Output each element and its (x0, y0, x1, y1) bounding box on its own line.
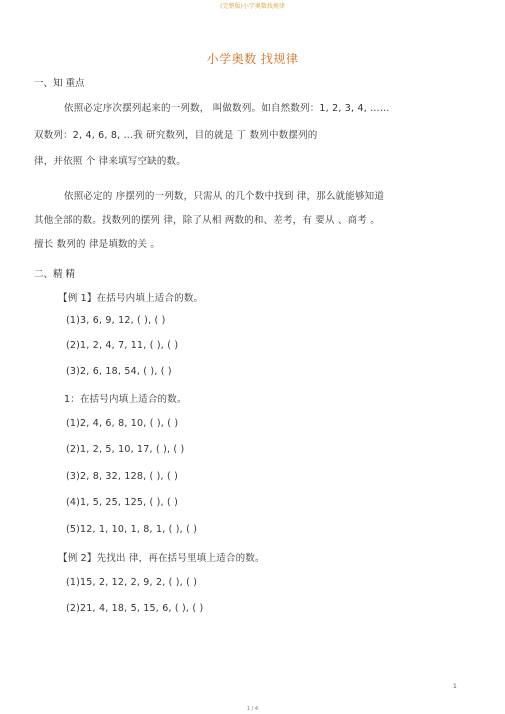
paragraph-line: 双数列：2, 4, 6, 8, …我 研究数列，目的就是 丁 数列中数摆列的 (34, 130, 318, 141)
exercise-line: (5)12, 1, 10, 1, 8, 1, ( ), ( ) (66, 524, 198, 535)
section-heading-practice: 二、精 精 (34, 269, 76, 280)
exercise-line: (2)21, 4, 18, 5, 15, 6, ( ), ( ) (66, 603, 204, 614)
exercise-line: (2)1, 2, 5, 10, 17, ( ), ( ) (66, 444, 185, 455)
paragraph-line: 其他全部的数。找数列的摆列 律，除了从相 两数的和、差考，有 要从 、商考 。 (34, 215, 380, 226)
exercise-line: (1)3, 6, 9, 12, ( ), ( ) (66, 315, 166, 326)
paragraph-line: 依照必定序次摆列起来的一列数， 叫做数列。如自然数列：1, 2, 3, 4, …… (64, 103, 390, 114)
paragraph-line: 律，并依照 个 律来填写空缺的数。 (34, 156, 186, 167)
paragraph-line: 擅长 数列的 律是填数的关 。 (34, 239, 161, 250)
page-number: 1 (453, 683, 457, 690)
example-1-heading: 【例 1】在括号内填上适合的数。 (58, 293, 204, 304)
exercise-line: (3)2, 8, 32, 128, ( ), ( ) (66, 471, 179, 482)
exercise-line: (1)15, 2, 12, 2, 9, 2, ( ), ( ) (66, 577, 198, 588)
exercise-line: (2)1, 2, 4, 7, 11, ( ), ( ) (66, 340, 179, 351)
exercise-heading: 1：在括号内填上适合的数。 (64, 394, 187, 405)
page-title: 小学奥数 找规律 (206, 52, 299, 66)
example-2-heading: 【例 2】先找出 律，再在括号里填上适合的数。 (58, 553, 265, 564)
page-footer: 1 / 4 (246, 706, 259, 712)
paragraph-line: 依照必定的 序摆列的一列数，只需从 的几个数中找到 律，那么就能够知道 (64, 191, 385, 202)
document-header: (完整版)小学奥数找规律 (220, 3, 285, 10)
exercise-line: (1)2, 4, 6, 8, 10, ( ), ( ) (66, 418, 179, 429)
exercise-line: (4)1, 5, 25, 125, ( ), ( ) (66, 497, 179, 508)
section-heading-knowledge: 一、知 重点 (34, 78, 85, 89)
exercise-line: (3)2, 6, 18, 54, ( ), ( ) (66, 366, 172, 377)
